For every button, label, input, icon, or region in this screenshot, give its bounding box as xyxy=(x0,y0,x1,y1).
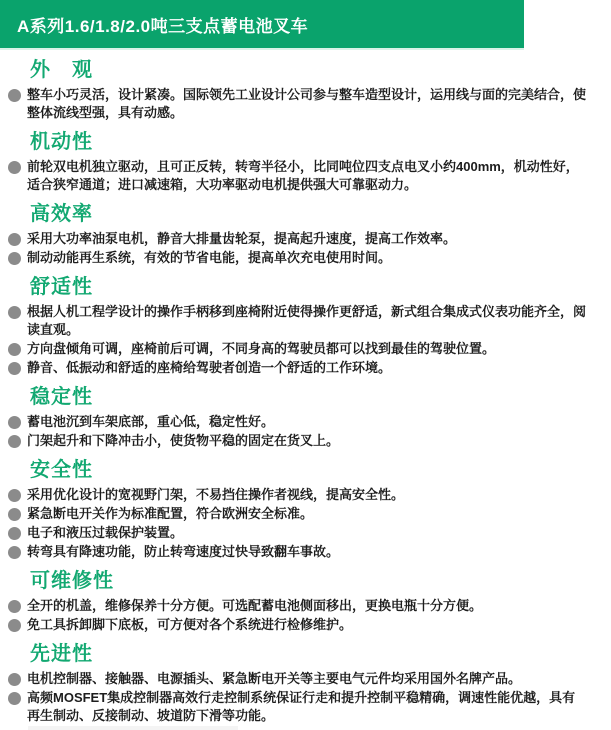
page-title: A系列1.6/1.8/2.0吨三支点蓄电池叉车 xyxy=(17,16,309,36)
bullet-list xyxy=(8,486,611,561)
cutoff-table-edge xyxy=(28,726,238,730)
feature-section xyxy=(8,569,611,634)
bullet-dot-icon xyxy=(8,362,21,375)
bullet-item xyxy=(8,543,587,561)
bullet-list xyxy=(8,413,611,450)
bullet-list xyxy=(8,230,611,267)
section-title: 外 观 xyxy=(30,59,93,81)
bullet-item xyxy=(8,158,587,194)
feature-section xyxy=(8,458,611,561)
bullet-item xyxy=(8,340,587,358)
bullet-item xyxy=(8,524,587,542)
bullet-item xyxy=(8,670,587,688)
bullet-dot-icon xyxy=(8,306,21,319)
bullet-dot-icon xyxy=(8,161,21,174)
bullet-dot-icon xyxy=(8,233,21,246)
bullet-dot-icon xyxy=(8,527,21,540)
feature-section xyxy=(8,202,611,267)
bullet-text: 门架起升和下降冲击小，使货物平稳的固定在货叉上。 xyxy=(27,433,340,448)
bullet-item xyxy=(8,86,587,122)
feature-section xyxy=(8,130,611,194)
feature-section xyxy=(8,275,611,377)
bullet-text: 蓄电池沉到车架底部，重心低，稳定性好。 xyxy=(27,414,275,429)
bullet-dot-icon xyxy=(8,435,21,448)
bullet-dot-icon xyxy=(8,619,21,632)
bullet-text: 全开的机盖，维修保养十分方便。可选配蓄电池侧面移出，更换电瓶十分方便。 xyxy=(27,598,483,613)
bullet-text: 高频MOSFET集成控制器高效行走控制系统保证行走和提升控制平稳精确，调速性能优越，具有再生制动、反接制动、坡道防下滑等功能。 xyxy=(27,690,576,723)
bullet-list xyxy=(8,597,611,634)
bullet-text: 采用优化设计的宽视野门架，不易挡住操作者视线，提高安全性。 xyxy=(27,487,405,502)
page-header xyxy=(0,0,524,50)
bullet-item xyxy=(8,505,587,523)
bullet-list xyxy=(8,303,611,377)
bullet-item xyxy=(8,303,587,339)
section-title: 高效率 xyxy=(30,203,93,225)
bullet-text: 静音、低振动和舒适的座椅给驾驶者创造一个舒适的工作环境。 xyxy=(27,360,392,375)
bullet-text: 转弯具有降速功能，防止转弯速度过快导致翻车事故。 xyxy=(27,544,340,559)
section-title: 稳定性 xyxy=(30,386,93,408)
bullet-item xyxy=(8,689,587,725)
bullet-dot-icon xyxy=(8,489,21,502)
section-title: 舒适性 xyxy=(30,276,93,298)
bullet-dot-icon xyxy=(8,692,21,705)
bullet-item xyxy=(8,597,587,615)
bullet-text: 采用大功率油泵电机，静音大排量齿轮泵，提高起升速度，提高工作效率。 xyxy=(27,231,457,246)
bullet-text: 电子和液压过载保护装置。 xyxy=(27,525,184,540)
section-title: 安全性 xyxy=(30,459,93,481)
feature-section xyxy=(8,642,611,725)
section-title: 先进性 xyxy=(30,643,93,665)
bullet-dot-icon xyxy=(8,416,21,429)
bullet-dot-icon xyxy=(8,252,21,265)
bullet-list xyxy=(8,86,611,122)
bullet-text: 免工具拆卸脚下底板，可方便对各个系统进行检修维护。 xyxy=(27,617,353,632)
bullet-item xyxy=(8,616,587,634)
bullet-text: 根据人机工程学设计的操作手柄移到座椅附近使得操作更舒适，新式组合集成式仪表功能齐全，阅读直观。 xyxy=(27,304,587,337)
bullet-dot-icon xyxy=(8,343,21,356)
bullet-item xyxy=(8,432,587,450)
bullet-item xyxy=(8,359,587,377)
bullet-dot-icon xyxy=(8,600,21,613)
bullet-dot-icon xyxy=(8,508,21,521)
bullet-item xyxy=(8,230,587,248)
bullet-dot-icon xyxy=(8,89,21,102)
bullet-item xyxy=(8,413,587,431)
bullet-dot-icon xyxy=(8,546,21,559)
bullet-text: 整车小巧灵活，设计紧凑。国际领先工业设计公司参与整车造型设计，运用线与面的完美结合，使整体流线型强，具有动感。 xyxy=(27,87,587,120)
bullet-list xyxy=(8,670,611,725)
bullet-item xyxy=(8,486,587,504)
bullet-text: 电机控制器、接触器、电源插头、紧急断电开关等主要电气元件均采用国外名牌产品。 xyxy=(27,671,522,686)
section-title: 可维修性 xyxy=(30,570,114,592)
bullet-list xyxy=(8,158,611,194)
feature-section xyxy=(8,385,611,450)
bullet-text: 制动动能再生系统，有效的节省电能，提高单次充电使用时间。 xyxy=(27,250,392,265)
bullet-dot-icon xyxy=(8,673,21,686)
bullet-text: 方向盘倾角可调，座椅前后可调，不同身高的驾驶员都可以找到最佳的驾驶位置。 xyxy=(27,341,496,356)
bullet-item xyxy=(8,249,587,267)
feature-section xyxy=(8,58,611,122)
bullet-text: 前轮双电机独立驱动，且可正反转，转弯半径小，比同吨位四支点电叉小约400mm，机动性好，适合狭窄通道；进口减速箱，大功率驱动电机提供强大可靠驱动力。 xyxy=(27,159,579,192)
section-title: 机动性 xyxy=(30,131,93,153)
bullet-text: 紧急断电开关作为标准配置，符合欧洲安全标准。 xyxy=(27,506,314,521)
sections xyxy=(0,58,611,725)
